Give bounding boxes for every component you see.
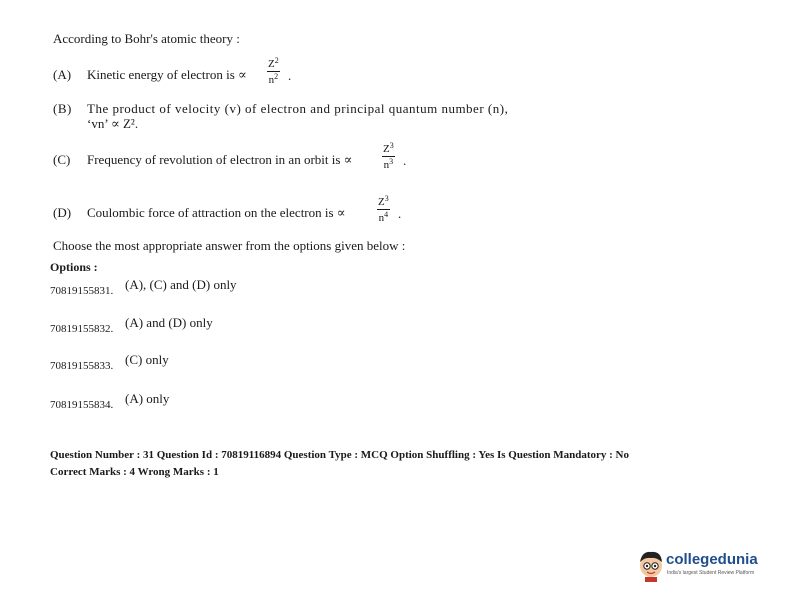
statement-b-text: The product of velocity (v) of electron and principal quantum number (n), (87, 101, 509, 116)
option-2-id: 70819155832. (50, 323, 114, 335)
option-1-id: 70819155831. (50, 285, 114, 297)
statement-a-text: Kinetic energy of electron is ∝ (87, 67, 247, 82)
question-intro: According to Bohr's atomic theory : (53, 31, 240, 46)
fraction-a-num: Z (268, 58, 275, 70)
question-meta-line2: Correct Marks : 4 Wrong Marks : 1 (50, 466, 219, 478)
option-1-text: (A), (C) and (D) only (125, 277, 237, 292)
fraction-a-num-exp: 2 (274, 56, 279, 65)
statement-b-label: (B) (53, 101, 72, 116)
statement-c-period: . (403, 153, 407, 168)
fraction-d-den-exp: 4 (384, 210, 389, 219)
option-4-text: (A) only (125, 391, 170, 406)
fraction-d (377, 195, 390, 224)
statement-d-period: . (398, 206, 402, 221)
fraction-c (382, 142, 395, 171)
fraction-a-den: n (268, 74, 275, 86)
statement-d-label: (D) (53, 205, 72, 220)
logo-tagline: India's largest Student Review Platform (667, 570, 755, 576)
statement-c-label: (C) (53, 152, 71, 167)
collegedunia-logo (636, 548, 766, 584)
option-4-id: 70819155834. (50, 399, 114, 411)
options-heading: Options : (50, 260, 98, 274)
question-meta-line1: Question Number : 31 Question Id : 70819116894 Question Type : MCQ Option Shuffling : Yes Is Question Mandatory : No (50, 449, 629, 461)
option-3-text: (C) only (125, 352, 169, 367)
statement-a-label: (A) (53, 67, 72, 82)
fraction-c-den: n (383, 159, 390, 171)
fraction-c-den-exp: 3 (389, 157, 394, 166)
statement-b-text2: ‘vn’ ∝ Z². (87, 116, 139, 131)
mascot-icon (636, 548, 666, 582)
statement-c-text: Frequency of revolution of electron in an orbit is ∝ (87, 152, 353, 167)
fraction-c-num: Z (383, 143, 390, 155)
fraction-a (267, 57, 280, 86)
fraction-c-num-exp: 3 (389, 141, 394, 150)
statement-d-text: Coulombic force of attraction on the electron is ∝ (87, 205, 346, 220)
fraction-a-den-exp: 2 (274, 72, 279, 81)
fraction-d-num: Z (378, 196, 385, 208)
option-2-text: (A) and (D) only (125, 315, 213, 330)
fraction-d-num-exp: 3 (384, 194, 389, 203)
logo-brand: collegedunia (666, 551, 758, 568)
option-3-id: 70819155833. (50, 360, 114, 372)
statement-a-period: . (288, 68, 292, 83)
fraction-d-den: n (378, 212, 385, 224)
question-instruction: Choose the most appropriate answer from the options given below : (53, 238, 406, 253)
